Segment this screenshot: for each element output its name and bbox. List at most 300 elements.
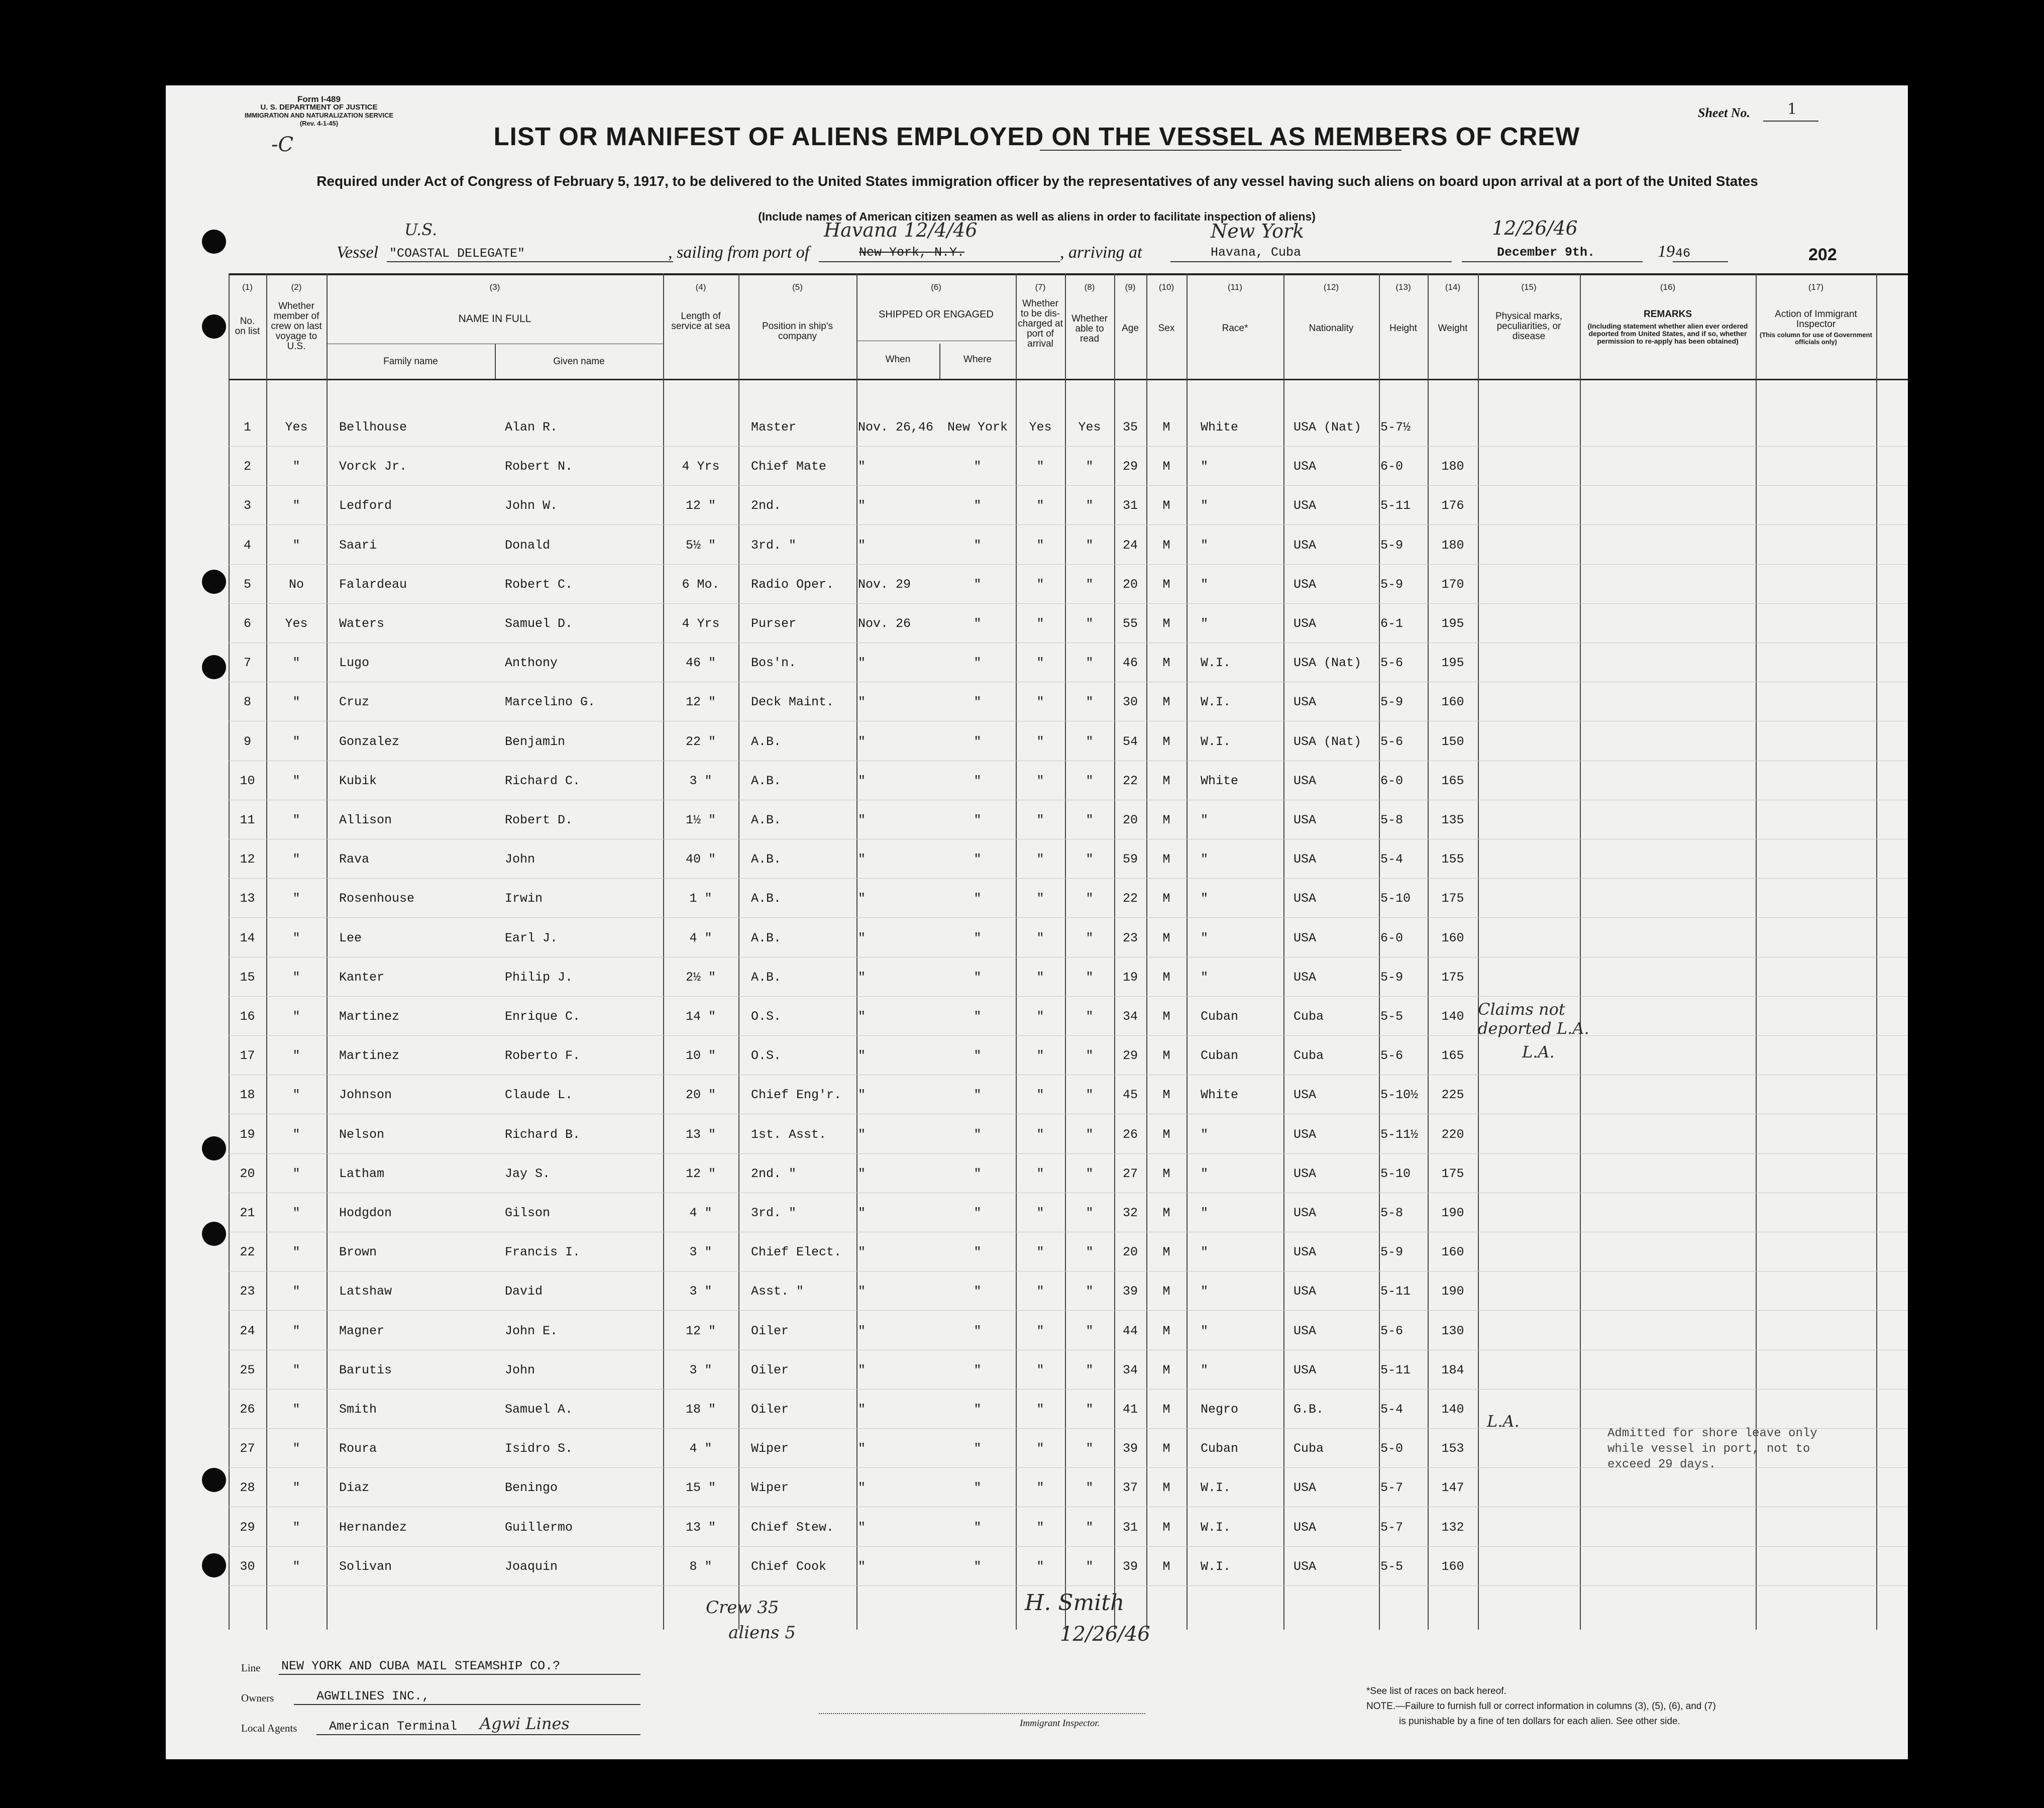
sex-cell: M: [1162, 1559, 1170, 1574]
family-name-cell: Smith: [339, 1402, 377, 1417]
read-cell: ": [1086, 1009, 1094, 1024]
sex-cell: M: [1162, 1363, 1170, 1377]
hdr-height: Height: [1389, 323, 1417, 334]
col-num: (8): [1084, 282, 1095, 292]
where-cell: ": [974, 498, 982, 513]
age-cell: 32: [1122, 1206, 1138, 1220]
read-cell: ": [1086, 1284, 1094, 1299]
height-cell: 5-9: [1380, 1245, 1404, 1259]
member-cell: ": [292, 1088, 300, 1102]
where-cell: New York: [947, 420, 1008, 435]
length-cell: 8 ": [689, 1559, 712, 1574]
read-cell: ": [1086, 931, 1094, 945]
read-cell: ": [1086, 616, 1094, 631]
col-num: (4): [695, 282, 706, 292]
length-cell: 4 ": [689, 931, 712, 945]
length-cell: 40 ": [685, 852, 716, 867]
length-cell: 13 ": [685, 1520, 716, 1535]
nationality-cell: USA: [1294, 459, 1317, 474]
family-name-cell: Diaz: [339, 1480, 370, 1495]
member-cell: ": [292, 1559, 300, 1574]
col-num: (13): [1395, 282, 1411, 292]
nationality-cell: USA: [1294, 1520, 1317, 1535]
col-num: (1): [242, 282, 253, 292]
race-cell: White: [1201, 1088, 1239, 1102]
race-cell: W.I.: [1201, 1559, 1231, 1574]
vessel-label: Vessel: [337, 243, 379, 262]
weight-cell: 165: [1441, 774, 1464, 788]
member-cell: ": [292, 1245, 300, 1259]
row-number: 16: [240, 1009, 255, 1024]
discharged-cell: ": [1036, 1166, 1044, 1181]
position-cell: 1st. Asst.: [751, 1127, 827, 1142]
race-cell: ": [1201, 813, 1209, 827]
discharged-cell: ": [1036, 813, 1044, 827]
height-cell: 5-7½: [1380, 420, 1411, 435]
where-cell: ": [974, 459, 982, 474]
punch-hole: [202, 230, 226, 254]
sex-cell: M: [1162, 1206, 1170, 1220]
where-cell: ": [974, 1284, 982, 1299]
when-cell: ": [858, 1245, 866, 1259]
col-num: (6): [931, 282, 941, 292]
remarks-line-3: exceed 29 days.: [1607, 1458, 1716, 1471]
sex-cell: M: [1162, 931, 1170, 945]
family-name-cell: Gonzalez: [339, 734, 400, 749]
date-hand: 12/26/46: [1492, 217, 1578, 239]
discharged-cell: ": [1036, 852, 1044, 867]
family-name-cell: Lee: [339, 931, 362, 945]
race-cell: W.I.: [1201, 734, 1231, 749]
member-cell: ": [292, 931, 300, 945]
inspector-label: Immigrant Inspector.: [1020, 1718, 1100, 1729]
height-cell: 5-8: [1380, 1206, 1404, 1220]
weight-cell: 184: [1441, 1363, 1464, 1377]
length-cell: 22 ": [685, 734, 716, 749]
hdr-physical: Physical marks, peculiarities, or disease: [1495, 311, 1563, 342]
given-name-cell: Samuel D.: [505, 616, 573, 631]
family-name-cell: Barutis: [339, 1363, 392, 1377]
member-cell: ": [292, 774, 300, 788]
weight-cell: 160: [1441, 1245, 1464, 1259]
family-name-cell: Magner: [339, 1324, 385, 1338]
height-cell: 5-11: [1380, 1284, 1411, 1299]
nationality-cell: USA: [1294, 1284, 1317, 1299]
given-name-cell: Roberto F.: [505, 1048, 581, 1063]
race-cell: ": [1201, 1127, 1209, 1142]
page-title: LIST OR MANIFEST OF ALIENS EMPLOYED ON THE VESSEL AS MEMBERS OF CREW: [493, 122, 1580, 151]
hdr-where: Where: [963, 354, 992, 365]
weight-cell: 170: [1441, 577, 1464, 592]
given-name-cell: Robert N.: [505, 459, 573, 474]
where-cell: ": [974, 774, 982, 788]
given-name-cell: John W.: [505, 498, 558, 513]
hdr-family: Family name: [383, 356, 438, 367]
where-cell: ": [974, 1088, 982, 1102]
row-number: 30: [240, 1559, 255, 1574]
race-cell: Cuban: [1201, 1009, 1239, 1024]
length-cell: 12 ": [685, 1166, 716, 1181]
hdr-member: Whether member of crew on last voyage to U.S.: [271, 301, 322, 352]
requirement-text: Required under Act of Congress of February 5, 1917, to be delivered to the United States immigration officer by the representatives of any vessel having such aliens on board upon arrival at a port of the United States: [316, 173, 1758, 189]
length-cell: 14 ": [685, 1009, 716, 1024]
family-name-cell: Allison: [339, 813, 392, 827]
sex-cell: M: [1162, 1324, 1170, 1338]
col-num: (16): [1660, 282, 1676, 292]
read-cell: Yes: [1078, 420, 1101, 435]
nationality-cell: USA: [1294, 577, 1317, 592]
col-num: (12): [1323, 282, 1339, 292]
length-cell: 4 Yrs: [682, 459, 720, 474]
nationality-cell: USA: [1294, 1088, 1317, 1102]
row-number: 14: [240, 931, 255, 945]
member-cell: ": [292, 1363, 300, 1377]
owners-label: Owners: [241, 1692, 274, 1704]
when-cell: ": [858, 774, 866, 788]
position-cell: A.B.: [751, 734, 782, 749]
discharged-cell: ": [1036, 1441, 1044, 1456]
read-cell: ": [1086, 1048, 1094, 1063]
sex-cell: M: [1162, 1088, 1170, 1102]
length-cell: 4 Yrs: [682, 616, 720, 631]
when-cell: ": [858, 1480, 866, 1495]
sex-cell: M: [1162, 1127, 1170, 1142]
position-cell: Oiler: [751, 1402, 789, 1417]
row-number: 25: [240, 1363, 255, 1377]
discharged-cell: ": [1036, 970, 1044, 985]
weight-cell: 160: [1441, 931, 1464, 945]
age-cell: 20: [1122, 577, 1138, 592]
position-cell: O.S.: [751, 1048, 782, 1063]
discharged-cell: ": [1036, 577, 1044, 592]
weight-cell: 150: [1441, 734, 1464, 749]
height-cell: 5-0: [1380, 1441, 1404, 1456]
discharged-cell: ": [1036, 1363, 1044, 1377]
row-number: 26: [240, 1402, 255, 1417]
given-name-cell: Marcelino G.: [505, 695, 596, 709]
given-name-cell: Richard B.: [505, 1127, 581, 1142]
weight-cell: 140: [1441, 1402, 1464, 1417]
length-cell: 10 ": [685, 1048, 716, 1063]
read-cell: ": [1086, 1559, 1094, 1574]
row-number: 15: [240, 970, 255, 985]
given-name-cell: John E.: [505, 1324, 558, 1338]
discharged-cell: ": [1036, 1206, 1044, 1220]
where-cell: ": [974, 1245, 982, 1259]
length-cell: 5½ ": [685, 538, 716, 553]
discharged-cell: ": [1036, 1245, 1044, 1259]
when-cell: ": [858, 970, 866, 985]
height-cell: 5-5: [1380, 1009, 1404, 1024]
family-name-cell: Bellhouse: [339, 420, 407, 435]
given-name-cell: Enrique C.: [505, 1009, 581, 1024]
age-cell: 31: [1122, 1520, 1138, 1535]
member-cell: ": [292, 1127, 300, 1142]
sex-cell: M: [1162, 1441, 1170, 1456]
given-name-cell: Isidro S.: [505, 1441, 573, 1456]
sex-cell: M: [1162, 1520, 1170, 1535]
read-cell: ": [1086, 538, 1094, 553]
given-name-cell: Claude L.: [505, 1088, 573, 1102]
family-name-cell: Kubik: [339, 774, 377, 788]
height-cell: 5-5: [1380, 1559, 1404, 1574]
race-cell: ": [1201, 891, 1209, 906]
nationality-cell: USA: [1294, 891, 1317, 906]
family-name-cell: Cruz: [339, 695, 370, 709]
given-name-cell: John: [505, 1363, 535, 1377]
length-cell: 18 ": [685, 1402, 716, 1417]
arriving-label: , arriving at: [1060, 243, 1142, 262]
family-name-cell: Martinez: [339, 1009, 400, 1024]
col-num: (5): [792, 282, 803, 292]
read-cell: ": [1086, 1402, 1094, 1417]
race-cell: ": [1201, 1245, 1209, 1259]
family-name-cell: Johnson: [339, 1088, 392, 1102]
height-cell: 6-0: [1380, 459, 1404, 474]
discharged-cell: ": [1036, 695, 1044, 709]
read-cell: ": [1086, 734, 1094, 749]
discharged-cell: ": [1036, 616, 1044, 631]
position-cell: Radio Oper.: [751, 577, 834, 592]
nationality-cell: USA (Nat): [1294, 734, 1362, 749]
manifest-sheet: [166, 85, 1908, 1759]
weight-cell: 195: [1441, 656, 1464, 670]
member-cell: ": [292, 1206, 300, 1220]
member-cell: ": [292, 1284, 300, 1299]
nationality-cell: USA (Nat): [1294, 420, 1362, 435]
col-num: (15): [1521, 282, 1537, 292]
nationality-cell: USA: [1294, 538, 1317, 553]
col-num: (11): [1228, 282, 1242, 292]
revision: (Rev. 4-1-45): [299, 120, 339, 127]
discharged-cell: ": [1036, 498, 1044, 513]
col-num: (7): [1035, 282, 1046, 292]
sex-cell: M: [1162, 459, 1170, 474]
given-name-cell: David: [505, 1284, 543, 1299]
race-cell: ": [1201, 931, 1209, 945]
race-cell: ": [1201, 1363, 1209, 1377]
vessel-date: December 9th.: [1497, 245, 1595, 260]
row-number: 19: [240, 1127, 255, 1142]
height-cell: 5-6: [1380, 734, 1404, 749]
where-cell: ": [974, 656, 982, 670]
punch-hole: [202, 1136, 226, 1160]
length-cell: 20 ": [685, 1088, 716, 1102]
hdr-action: Action of Immigrant Inspector: [1775, 309, 1857, 330]
hdr-read: Whether able to read: [1071, 313, 1108, 344]
given-name-cell: Joaquin: [505, 1559, 558, 1574]
read-cell: ": [1086, 1127, 1094, 1142]
position-cell: A.B.: [751, 970, 782, 985]
sex-cell: M: [1162, 656, 1170, 670]
nationality-cell: USA: [1294, 616, 1317, 631]
race-cell: ": [1201, 1324, 1209, 1338]
position-cell: O.S.: [751, 1009, 782, 1024]
read-cell: ": [1086, 1245, 1094, 1259]
hdr-no-on-list: No. on list: [235, 316, 260, 337]
discharged-cell: ": [1036, 1402, 1044, 1417]
height-cell: 5-10: [1380, 1166, 1411, 1181]
member-cell: Yes: [285, 420, 308, 435]
when-cell: ": [858, 852, 866, 867]
read-cell: ": [1086, 498, 1094, 513]
row-number: 12: [240, 852, 255, 867]
row-number: 13: [240, 891, 255, 906]
position-cell: A.B.: [751, 852, 782, 867]
sex-cell: M: [1162, 1284, 1170, 1299]
la-note-26: L.A.: [1487, 1412, 1520, 1431]
punch-hole: [202, 1468, 226, 1492]
sex-cell: M: [1162, 970, 1170, 985]
punch-hole: [202, 1222, 226, 1246]
height-cell: 5-7: [1380, 1520, 1404, 1535]
weight-cell: 176: [1441, 498, 1464, 513]
remarks-line-2: while vessel in port, not to: [1607, 1442, 1810, 1456]
vessel-year: 46: [1675, 246, 1691, 261]
position-cell: Master: [751, 420, 797, 435]
hdr-sex: Sex: [1158, 323, 1175, 334]
row-number: 1: [243, 420, 251, 435]
position-cell: 3rd. ": [751, 538, 797, 553]
inspector-signature: H. Smith: [1025, 1590, 1125, 1616]
position-cell: A.B.: [751, 891, 782, 906]
given-name-cell: Philip J.: [505, 970, 573, 985]
age-cell: 37: [1122, 1480, 1138, 1495]
sailing-label: , sailing from port of: [668, 243, 810, 262]
sex-cell: M: [1162, 1048, 1170, 1063]
family-name-cell: Lugo: [339, 656, 370, 670]
row-number: 24: [240, 1324, 255, 1338]
hdr-name-full: NAME IN FULL: [458, 313, 531, 325]
hdr-age: Age: [1122, 323, 1139, 334]
member-cell: ": [292, 459, 300, 474]
col-num: (17): [1808, 282, 1824, 292]
sex-cell: M: [1162, 1245, 1170, 1259]
when-cell: ": [858, 734, 866, 749]
read-cell: ": [1086, 459, 1094, 474]
where-cell: ": [974, 891, 982, 906]
discharged-cell: ": [1036, 1559, 1044, 1574]
read-cell: ": [1086, 970, 1094, 985]
given-name-cell: Robert D.: [505, 813, 573, 827]
race-cell: ": [1201, 1206, 1209, 1220]
height-cell: 5-10: [1380, 891, 1411, 906]
hdr-length: Length of service at sea: [671, 311, 730, 332]
nationality-cell: USA: [1294, 774, 1317, 788]
where-cell: ": [974, 1048, 982, 1063]
sex-cell: M: [1162, 1402, 1170, 1417]
nationality-cell: USA: [1294, 695, 1317, 709]
race-cell: W.I.: [1201, 1480, 1231, 1495]
family-name-cell: Roura: [339, 1441, 377, 1456]
race-cell: ": [1201, 970, 1209, 985]
where-cell: ": [974, 1166, 982, 1181]
read-cell: ": [1086, 656, 1094, 670]
height-cell: 5-6: [1380, 656, 1404, 670]
weight-cell: 135: [1441, 813, 1464, 827]
family-name-cell: Ledford: [339, 498, 392, 513]
family-name-cell: Nelson: [339, 1127, 385, 1142]
sheet-no: 1: [1787, 100, 1797, 118]
height-cell: 5-4: [1380, 1402, 1404, 1417]
signature-date-hand: 12/26/46: [1060, 1623, 1150, 1646]
height-cell: 5-9: [1380, 577, 1404, 592]
nationality-cell: Cuba: [1294, 1009, 1324, 1024]
age-cell: 45: [1122, 1088, 1138, 1102]
weight-cell: 175: [1441, 891, 1464, 906]
when-cell: ": [858, 498, 866, 513]
member-cell: ": [292, 813, 300, 827]
height-cell: 5-9: [1380, 695, 1404, 709]
when-cell: ": [858, 1206, 866, 1220]
discharged-cell: ": [1036, 656, 1044, 670]
weight-cell: 190: [1441, 1284, 1464, 1299]
when-cell: ": [858, 656, 866, 670]
when-cell: ": [858, 1088, 866, 1102]
punch-hole: [202, 570, 226, 594]
row-number: 11: [240, 813, 255, 827]
age-cell: 39: [1122, 1559, 1138, 1574]
weight-cell: 130: [1441, 1324, 1464, 1338]
family-name-cell: Martinez: [339, 1048, 400, 1063]
length-cell: 4 ": [689, 1206, 712, 1220]
position-cell: Oiler: [751, 1363, 789, 1377]
discharged-cell: ": [1036, 459, 1044, 474]
sex-cell: M: [1162, 695, 1170, 709]
length-cell: 13 ": [685, 1127, 716, 1142]
row-number: 8: [243, 695, 251, 709]
read-cell: ": [1086, 1206, 1094, 1220]
height-cell: 6-0: [1380, 774, 1404, 788]
age-cell: 39: [1122, 1441, 1138, 1456]
when-cell: ": [858, 1559, 866, 1574]
member-cell: ": [292, 1048, 300, 1063]
member-cell: ": [292, 852, 300, 867]
given-name-cell: Earl J.: [505, 931, 558, 945]
weight-cell: 165: [1441, 1048, 1464, 1063]
sailing-port-hand: Havana 12/4/46: [824, 219, 978, 241]
where-cell: ": [974, 695, 982, 709]
weight-cell: 175: [1441, 1166, 1464, 1181]
race-cell: W.I.: [1201, 656, 1231, 670]
read-cell: ": [1086, 1088, 1094, 1102]
family-name-cell: Latham: [339, 1166, 385, 1181]
family-name-cell: Hernandez: [339, 1520, 407, 1535]
age-cell: 46: [1122, 656, 1138, 670]
race-cell: W.I.: [1201, 1520, 1231, 1535]
length-cell: 3 ": [689, 1284, 712, 1299]
vessel-prefix-hand: U.S.: [404, 220, 438, 239]
when-cell: ": [858, 813, 866, 827]
discharged-cell: ": [1036, 1088, 1044, 1102]
year-prefix: 19: [1658, 242, 1675, 261]
nationality-cell: USA: [1294, 1206, 1317, 1220]
discharged-cell: ": [1036, 734, 1044, 749]
nationality-cell: USA: [1294, 1559, 1317, 1574]
age-cell: 22: [1122, 774, 1138, 788]
weight-cell: 190: [1441, 1206, 1464, 1220]
penalty-note-2: is punishable by a fine of ten dollars for each alien. See other side.: [1399, 1716, 1680, 1727]
nationality-cell: USA: [1294, 1363, 1317, 1377]
race-cell: ": [1201, 538, 1209, 553]
discharged-cell: ": [1036, 1480, 1044, 1495]
weight-cell: 180: [1441, 538, 1464, 553]
nationality-cell: Cuba: [1294, 1441, 1324, 1456]
sheet-no-label: Sheet No.: [1698, 105, 1750, 120]
given-name-cell: Gilson: [505, 1206, 551, 1220]
height-cell: 6-0: [1380, 931, 1404, 945]
hdr-when: When: [885, 354, 911, 365]
